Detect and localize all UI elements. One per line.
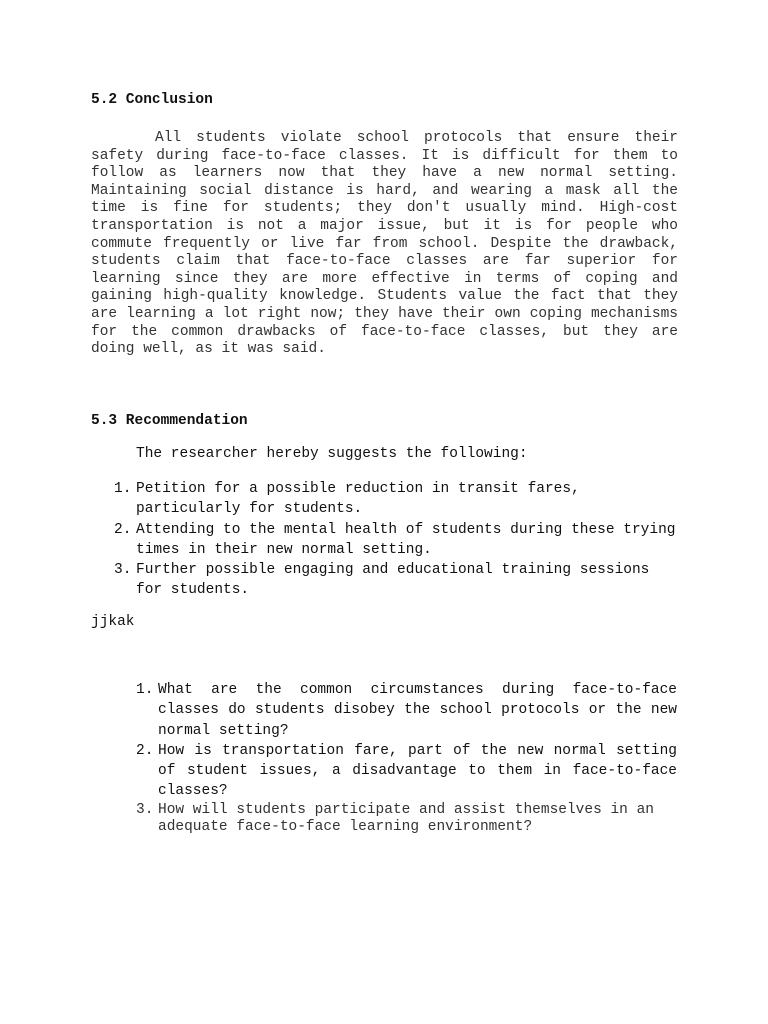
recommendation-intro: The researcher hereby suggests the following: [136, 446, 528, 462]
questions-list [136, 680, 677, 837]
question-item [136, 680, 677, 741]
list-number: 2. [114, 521, 132, 538]
recommendation-item-text: Petition for a possible reduction in transit fares, particularly for students. [136, 481, 580, 518]
conclusion-heading: 5.2 Conclusion [91, 92, 213, 108]
question-item-text: How will students participate and assist themselves in an adequate face-to-face learning environment? [158, 801, 654, 836]
question-item [136, 801, 677, 837]
list-number: 1. [114, 481, 132, 497]
recommendation-item-text: Further possible engaging and educational training sessions for students. [136, 562, 650, 599]
list-number: 3. [114, 562, 132, 579]
recommendation-item [114, 520, 681, 561]
list-number: 3. [136, 801, 154, 818]
recommendation-item [114, 560, 681, 601]
conclusion-paragraph: All students violate school protocols that ensure their safety during face-to-face classes. It is difficult for them to follow as learners now that they have a new normal setting. Maintaining social distance is hard, and wearing a mask all the time is fine for students; they don't usually mind. High-cost transportation is not a major issue, but it is for people who commute frequently or live far from school. Despite the drawback, students claim that face-to-face classes are far superior for learning since they are more effective in terms of coping and gaining high-quality knowledge. Students value the fact that they are learning a lot right now; they have their own coping mechanisms for the common drawbacks of face-to-face classes, but they are doing well, as it was said. [91, 130, 678, 358]
list-number: 1. [136, 682, 154, 698]
list-number: 2. [136, 742, 154, 759]
recommendation-list [114, 479, 681, 601]
recommendation-heading: 5.3 Recommendation [91, 413, 248, 429]
recommendation-item-text: Attending to the mental health of students during these trying times in their new normal setting. [136, 521, 676, 558]
question-item-text: What are the common circumstances during face-to-face classes do students disobey the school protocols or the new normal setting? [158, 682, 677, 739]
question-item-text: How is transportation fare, part of the new normal setting of student issues, a disadvantage to them in face-to-face classes? [158, 742, 677, 800]
recommendation-item [114, 479, 681, 520]
question-item [136, 741, 677, 802]
stray-text: jjkak [91, 614, 135, 630]
